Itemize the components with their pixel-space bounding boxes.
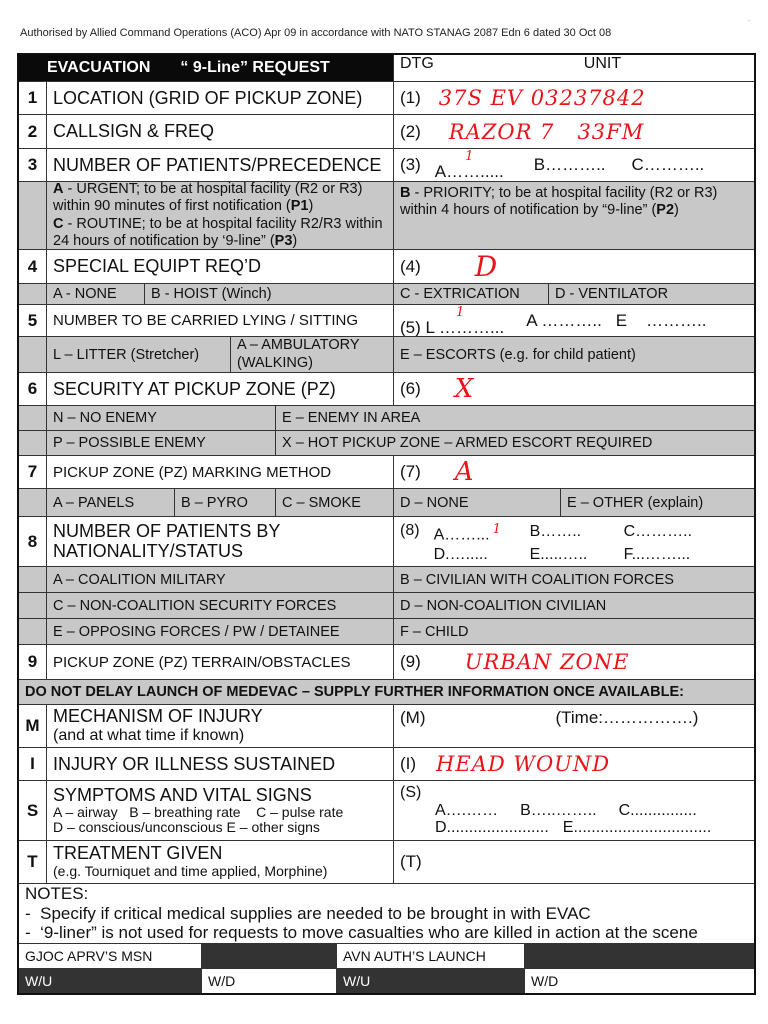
line-label: SECURITY AT PICKUP ZONE (PZ) [46,373,393,405]
wheels-down-avn[interactable]: W/D [524,969,754,993]
field-c: C……….. [623,523,693,540]
field-f: F...……... [623,545,691,563]
line-label: PICKUP ZONE (PZ) MARKING METHOD [46,456,393,488]
field-a-group [435,150,504,180]
note-item: - ‘9-liner” is not used for requests to move casualties who are killed in action at the scene [25,923,698,943]
mist-m [19,704,754,747]
time-field: (Time:…………….) [555,708,699,727]
label-sub: A – airway B – breathing rate C – pulse rate [53,804,344,821]
blank-cell [19,406,46,430]
handwritten-entry: 1 [492,522,501,537]
warning-row [19,679,754,704]
label-sub: D – conscious/unconscious E – other signs [53,818,320,835]
form-title [19,55,393,81]
line-4 [19,249,754,283]
line-number: 6 [27,379,38,398]
footer-row-2 [19,968,754,993]
dtg-unit-field[interactable] [393,55,754,81]
option-routine: C - ROUTINE; to be at hospital facility R2/R3 within 24 hours of notification by ‘9-line” (P3) [53,215,383,249]
field-prefix: (4) [400,256,421,276]
field-d: D....................... [435,819,549,837]
line-8-options-b [19,592,754,618]
line-8-options-a [19,566,754,592]
line-5 [19,304,754,336]
blank-cell [19,489,46,516]
nationality-field[interactable] [393,517,754,566]
field-a-group [434,522,530,545]
line-6 [19,372,754,405]
line-number: 9 [27,652,38,671]
line-number: 4 [27,256,38,276]
line-7-options [19,488,754,516]
authorisation-note: Authorised by Allied Command Operations (ACO) Apr 09 in accordance with NATO STANAG 2087 Edn 6 dated 30 Oct 08 [20,27,612,39]
field-prefix: (8) [400,522,420,539]
line-1 [19,81,754,114]
line-number: 2 [27,121,38,141]
option-urgent: A - URGENT; to be at hospital facility (R2 or R3) within 90 minutes of first notification (P1) [53,182,363,215]
label-main: TREATMENT GIVEN [53,843,223,864]
marking-method-field[interactable] [393,456,754,488]
handwritten-entry: A [454,457,475,487]
line-key: M [25,716,40,735]
field-b: B……….. [533,155,606,174]
field-l-group [400,306,504,336]
wheels-down-gjoc[interactable]: W/D [201,969,336,993]
mechanism-field[interactable] [393,705,754,747]
field-prefix: (T) [400,852,422,871]
unit-label: UNIT [583,55,622,72]
field-a: A ……….. [526,310,602,330]
field-prefix: (I) [400,754,417,773]
avn-launch-field[interactable] [524,944,754,968]
line-label: INJURY OR ILLNESS SUSTAINED [46,748,393,780]
title-evacuation: EVACUATION [47,59,151,76]
line-number: 3 [27,155,38,174]
option: L – LITTER (Stretcher) [46,337,230,372]
handwritten-entry: D [474,250,499,283]
field-prefix: (S) [400,784,422,802]
mist-s [19,780,754,840]
warning-text: DO NOT DELAY LAUNCH OF MEDEVAC – SUPPLY FURTHER INFORMATION ONCE AVAILABLE: [25,684,684,700]
option: D - VENTILATOR [548,284,754,304]
wheels-up-gjoc[interactable]: W/U [19,969,201,993]
field-prefix: (3) [400,155,421,174]
line-label: NUMBER TO BE CARRIED LYING / SITTING [46,305,393,336]
line-label: LOCATION (GRID OF PICKUP ZONE) [46,82,393,114]
option: C – SMOKE [275,489,393,516]
notes-title: NOTES: [25,884,89,904]
option: B – PYRO [174,489,275,516]
blank-cell [19,619,46,644]
line-7 [19,455,754,488]
field-b: B…….. [529,523,582,540]
corner-mark: . [748,14,751,23]
field-c: C............... [618,801,697,819]
option: A – AMBULATORY (WALKING) [230,337,393,372]
line-3-options [19,181,754,249]
option-priority: B - PRIORITY; to be at hospital facility (R2 or R3) within 4 hours of notification by “9-line” (P2) [400,185,718,219]
option: D – NONE [393,489,560,516]
mist-t [19,840,754,883]
line-8 [19,516,754,566]
notes-row [19,883,754,943]
special-equipment-field[interactable] [393,250,754,283]
precedence-options-left [46,182,393,249]
field-d: D.…..... [433,545,488,563]
title-request: “ 9-Line” REQUEST [180,59,330,76]
injury-field[interactable] [393,748,754,780]
line-label: NUMBER OF PATIENTS/PRECEDENCE [46,149,393,181]
footer-row-1 [19,943,754,968]
terrain-field[interactable] [393,645,754,679]
field-c: C……….. [631,155,705,174]
handwritten-entry: HEAD WOUND [436,752,611,776]
field-prefix: (1) [400,88,421,107]
field-b: B…..…….. [520,801,597,819]
option: A – COALITION MILITARY [46,567,393,592]
gjoc-approval-field[interactable] [201,944,336,968]
field-prefix: (9) [400,652,421,671]
line-3 [19,148,754,181]
field-prefix: (7) [400,462,421,481]
line-number: 5 [27,310,38,330]
gjoc-approval-label: GJOC APRV’S MSN [25,948,153,964]
mist-i [19,747,754,780]
line-label: SPECIAL EQUIPT REQ’D [46,250,393,283]
line-number: 7 [27,462,38,481]
line-number: 8 [27,531,38,551]
option: C – NON-COALITION SECURITY FORCES [46,593,393,618]
option: D – NON-COALITION CIVILIAN [393,593,754,618]
field-prefix: (5) L ………... [400,317,505,336]
blank-cell [19,567,46,592]
line-key: I [30,754,35,773]
line-4-options [19,283,754,304]
field-e: E.....….. [529,545,588,563]
line-key: T [27,852,38,871]
option: E – ENEMY IN AREA [275,406,754,430]
field-prefix: (M) [400,708,426,727]
treatment-label [46,841,393,883]
handwritten-entry: URBAN ZONE [464,650,630,674]
mechanism-label [46,705,393,747]
option: B - HOIST (Winch) [144,284,393,304]
location-field[interactable] [393,82,754,114]
blank-cell [19,593,46,618]
option: E – ESCORTS (e.g. for child patient) [393,337,754,372]
handwritten-entry: 1 [455,305,465,320]
symptoms-field[interactable] [393,781,754,840]
nine-line-form [17,53,756,995]
option: F – CHILD [393,619,754,644]
handwritten-entry: RAZOR 7 33FM [448,119,645,144]
note-item: - Specify if critical medical supplies are needed to be brought in with EVAC [25,903,591,923]
option: B – CIVILIAN WITH COALITION FORCES [393,567,754,592]
line-key: S [26,800,39,820]
title-row [19,55,754,81]
notes [19,884,754,943]
field-a: A……..... [434,162,504,181]
line-label: PICKUP ZONE (PZ) TERRAIN/OBSTACLES [46,645,393,679]
patients-precedence-field[interactable] [393,149,754,181]
callsign-field[interactable] [393,115,754,148]
line-5-options [19,336,754,372]
handwritten-entry: X [454,374,475,404]
dtg-label: DTG [400,55,434,72]
security-field[interactable] [393,373,754,405]
handwritten-entry: 1 [465,149,474,164]
blank-cell [19,337,46,372]
option: N – NO ENEMY [46,406,275,430]
option: A – PANELS [46,489,174,516]
symptoms-label [46,781,393,840]
line-6-options-b [19,430,754,455]
field-a: A….…… [435,801,499,819]
option: E – OTHER (explain) [560,489,754,516]
field-e: E ……….. [615,310,707,330]
option: X – HOT PICKUP ZONE – ARMED ESCORT REQUIRED [275,431,754,455]
field-e: E............................... [562,819,712,837]
label-sub: (and at what time if known) [53,727,245,745]
line-6-options-a [19,405,754,430]
line-number: 1 [27,88,38,107]
blank-cell [19,431,46,455]
line-2 [19,114,754,148]
option: A - NONE [46,284,144,304]
avn-launch-label: AVN AUTH’S LAUNCH [336,944,524,968]
handwritten-entry: 37S EV 03237842 [438,86,646,110]
wheels-up-avn[interactable]: W/U [336,969,524,993]
line-8-options-c [19,618,754,644]
blank-cell [19,182,46,249]
blank-cell [19,284,46,304]
field-a: A……... [433,526,490,544]
label-main: MECHANISM OF INJURY [53,706,263,727]
field-prefix: (6) [400,379,421,398]
field-prefix: (2) [400,121,421,141]
treatment-field[interactable] [393,841,754,883]
option: E – OPPOSING FORCES / PW / DETAINEE [46,619,393,644]
label-main: SYMPTOMS AND VITAL SIGNS [53,785,312,806]
precedence-options-right [393,182,754,249]
line-label: NUMBER OF PATIENTS BY NATIONALITY/STATUS [46,517,393,566]
line-label: CALLSIGN & FREQ [46,115,393,148]
label-sub: (e.g. Tourniquet and time applied, Morphine) [53,863,328,880]
option: P – POSSIBLE ENEMY [46,431,275,455]
lying-sitting-field[interactable] [393,305,754,336]
line-9 [19,644,754,679]
option: C - EXTRICATION [393,284,548,304]
